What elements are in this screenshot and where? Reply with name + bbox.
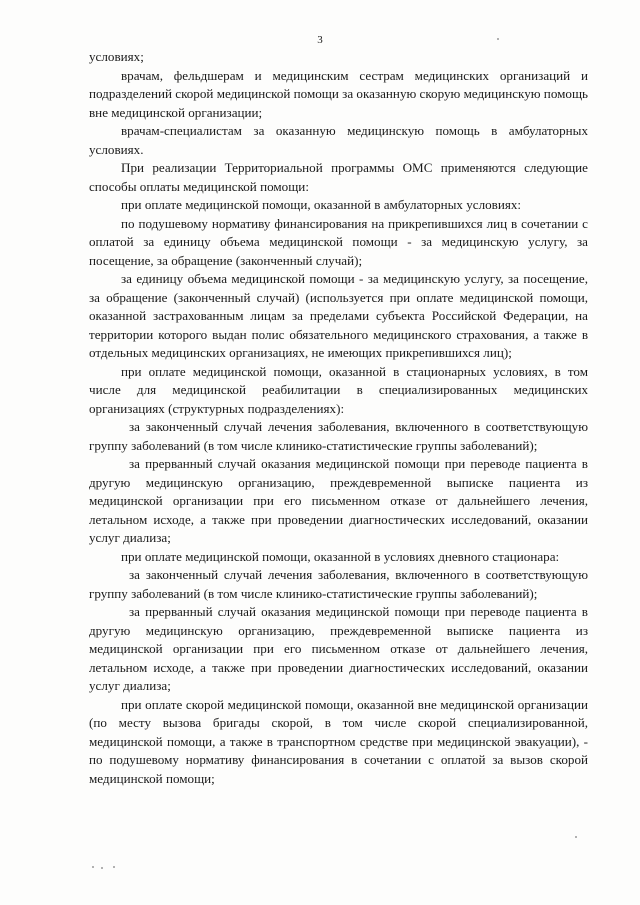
paragraph: за прерванный случай оказания медицинской помощи при переводе пациента в другую медицинскую организацию, преждевременной выписке пациента из медицинской организации при его письменном отказе от дальнейшего лечения, летальном исходе, а также при проведении диагностических исследований, оказании услуг диализа; — [89, 456, 588, 545]
scan-speck — [497, 38, 499, 40]
paragraph: условиях; — [89, 49, 144, 64]
paragraph: врачам-специалистам за оказанную медицинскую помощь в амбулаторных условиях. — [89, 123, 588, 157]
paragraph: за законченный случай лечения заболевания, включенного в соответствующую группу заболеваний (в том числе клинико-статистические группы заболеваний); — [89, 419, 588, 453]
paragraph: за законченный случай лечения заболевания, включенного в соответствующую группу заболеваний (в том числе клинико-статистические группы заболеваний); — [89, 567, 588, 601]
scan-speck — [113, 866, 115, 868]
paragraph: при оплате медицинской помощи, оказанной в стационарных условиях, в том числе для медицинской реабилитации в специализированных медицинских организациях (структурных подразделениях): — [89, 363, 588, 416]
document-body — [89, 48, 588, 788]
paragraph: врачам, фельдшерам и медицинским сестрам медицинских организаций и подразделений скорой медицинской помощи за оказанную скорую медицинскую помощь вне медицинской организации; — [89, 67, 588, 120]
paragraph: за прерванный случай оказания медицинской помощи при переводе пациента в другую медицинскую организацию, преждевременной выписке пациента из медицинской организации при его письменном отказе от дальнейшего лечения, летальном исходе, а также при проведении диагностических исследований, оказании услуг диализа; — [89, 604, 588, 693]
scan-speck — [101, 867, 103, 869]
paragraph: При реализации Территориальной программы ОМС применяются следующие способы оплаты медицинской помощи: — [89, 160, 588, 194]
page-number: 3 — [317, 34, 323, 46]
paragraph: при оплате медицинской помощи, оказанной в условиях дневного стационара: — [121, 548, 560, 564]
paragraph: при оплате медицинской помощи, оказанной в амбулаторных условиях: — [121, 197, 522, 212]
paragraph: при оплате скорой медицинской помощи, оказанной вне медицинской организации (по месту вызова бригады скорой, в том числе скорой специализированной, медицинской помощи, а также в транспортном средстве при медицинской эвакуации), - по подушевому нормативу финансирования в сочетании с оплатой за вызов скорой медицинской помощи; — [89, 696, 588, 786]
paragraph: по подушевому нормативу финансирования на прикрепившихся лиц в сочетании с оплатой за единицу объема медицинской помощи - за медицинскую услугу, за посещение, за обращение (законченный случай); — [89, 215, 588, 268]
paragraph: за единицу объема медицинской помощи - за медицинскую услугу, за посещение, за обращение (законченный случай) (используется при оплате медицинской помощи, оказанной застрахованным лицам за пределами субъекта Российской Федерации, на территории которого выдан полис обязательного медицинского страхования, а также в отдельных медицинских организациях, не имеющих прикрепившихся лиц); — [89, 271, 588, 360]
scan-speck — [575, 836, 577, 838]
scan-speck — [92, 866, 94, 868]
